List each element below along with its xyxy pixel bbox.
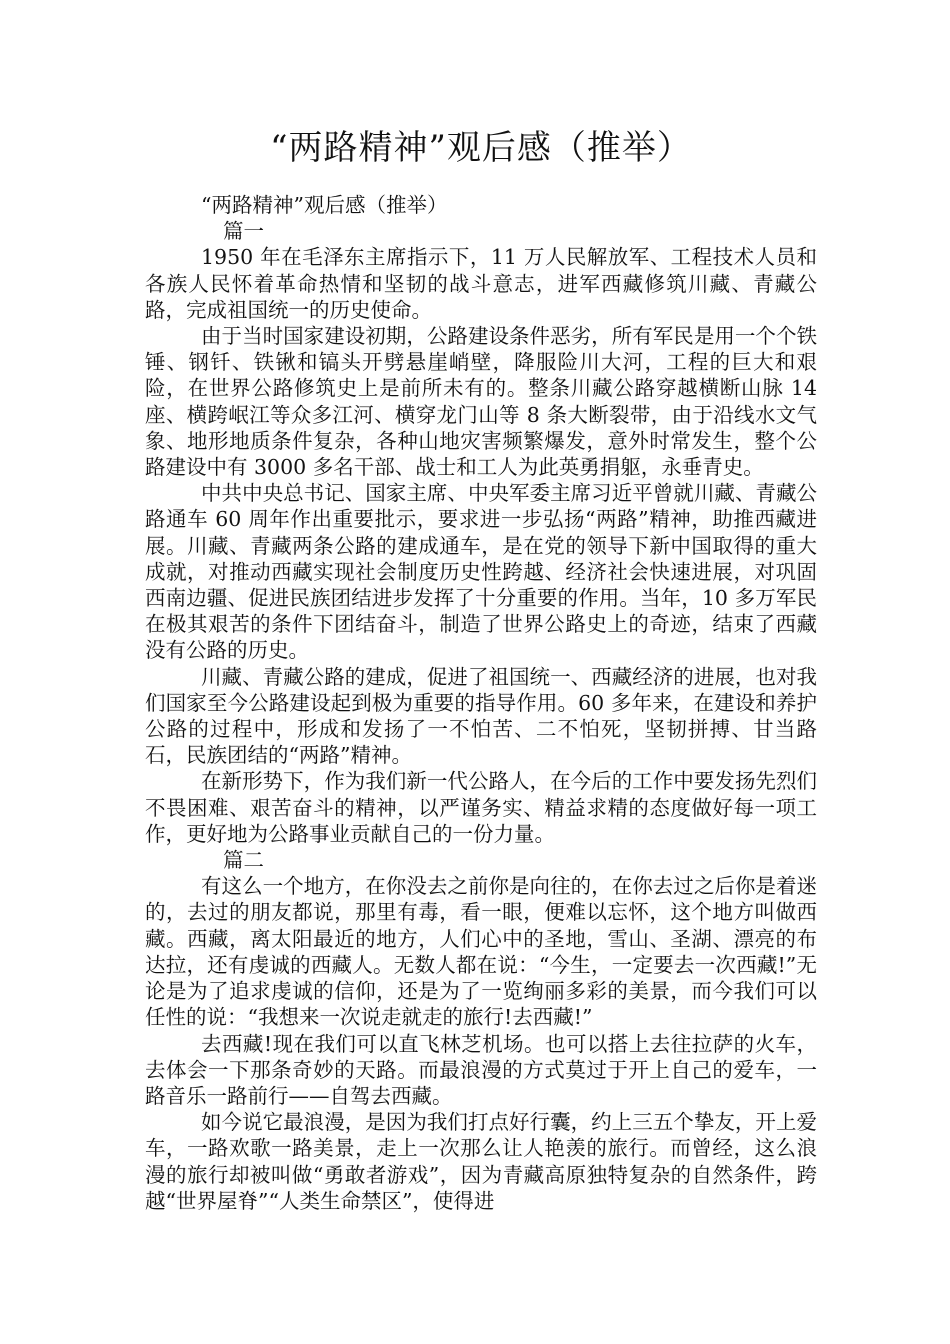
document-subtitle: “两路精神”观后感（推举） bbox=[201, 193, 448, 217]
paragraph: 1950 年在毛泽东主席指示下，11 万人民解放军、工程技术人员和各族人民怀着革命热情和坚韧的战斗意志，进军西藏修筑川藏、青藏公路，完成祖国统一的历史使命。 bbox=[145, 245, 817, 322]
document-page bbox=[145, 120, 817, 1214]
paragraph: 在新形势下，作为我们新一代公路人，在今后的工作中要发扬先烈们不畏困难、艰苦奋斗的精神，以严谨务实、精益求精的态度做好每一项工作，更好地为公路事业贡献自己的一份力量。 bbox=[145, 769, 817, 846]
section-heading-2: 篇二 bbox=[223, 848, 264, 873]
paragraph: 中共中央总书记、国家主席、中央军委主席习近平曾就川藏、青藏公路通车 60 周年作出重要批示，要求进一步弘扬“两路”精神，助推西藏进展。川藏、青藏两条公路的建成通车，是在党的领导下新中国取得的重大成就，对推动西藏实现社会制度历史性跨越、经济社会快速进展，对巩固西南边疆、促进民族团结进步发挥了十分重要的作用。当年，10 多万军民在极其艰苦的条件下团结奋斗，制造了世界公路史上的奇迹，结束了西藏没有公路的历史。 bbox=[145, 481, 817, 663]
paragraph: 去西藏!现在我们可以直飞林芝机场。也可以搭上去往拉萨的火车，去体会一下那条奇妙的天路。而最浪漫的方式莫过于开上自己的爱车，一路音乐一路前行——自驾去西藏。 bbox=[145, 1031, 817, 1108]
paragraph: 川藏、青藏公路的建成，促进了祖国统一、西藏经济的进展，也对我们国家至今公路建设起到极为重要的指导作用。60 多年来，在建设和养护公路的过程中，形成和发扬了一不怕苦、二不怕死，坚韧拼搏、甘当路石，民族团结的“两路”精神。 bbox=[145, 664, 817, 768]
paragraph: 由于当时国家建设初期，公路建设条件恶劣，所有军民是用一个个铁锤、钢钎、铁锹和镐头开劈悬崖峭壁，降服险川大河，工程的巨大和艰险，在世界公路修筑史上是前所未有的。整条川藏公路穿越横断山脉 14 座、横跨岷江等众多江河、横穿龙门山等 8 条大断裂带，由于沿线水文气象、地形地质条件复杂，各种山地灾害频繁爆发，意外时常发生，整个公路建设中有 3000 多名干部、战士和工人为此英勇捐躯，永垂青史。 bbox=[145, 324, 817, 480]
section-heading-1: 篇一 bbox=[223, 219, 264, 244]
paragraph: 如今说它最浪漫，是因为我们打点好行囊，约上三五个挚友，开上爱车，一路欢歌一路美景，走上一次那么让人艳羡的旅行。而曾经，这么浪漫的旅行却被叫做“勇敢者游戏”，因为青藏高原独特复杂的自然条件，跨越“世界屋脊”“人类生命禁区”，使得进 bbox=[145, 1110, 817, 1213]
document-body bbox=[145, 192, 817, 1214]
document-title: “两路精神”观后感（推举） bbox=[270, 128, 692, 168]
paragraph: 有这么一个地方，在你没去之前你是向往的，在你去过之后你是着迷的，去过的朋友都说，那里有毒，看一眼，便难以忘怀，这个地方叫做西藏。西藏，离太阳最近的地方，人们心中的圣地，雪山、圣湖、漂亮的布达拉，还有虔诚的西藏人。无数人都在说：“今生，一定要去一次西藏!”无论是为了追求虔诚的信仰，还是为了一览绚丽多彩的美景，而今我们可以任性的说：“我想来一次说走就走的旅行!去西藏!” bbox=[145, 874, 817, 1030]
